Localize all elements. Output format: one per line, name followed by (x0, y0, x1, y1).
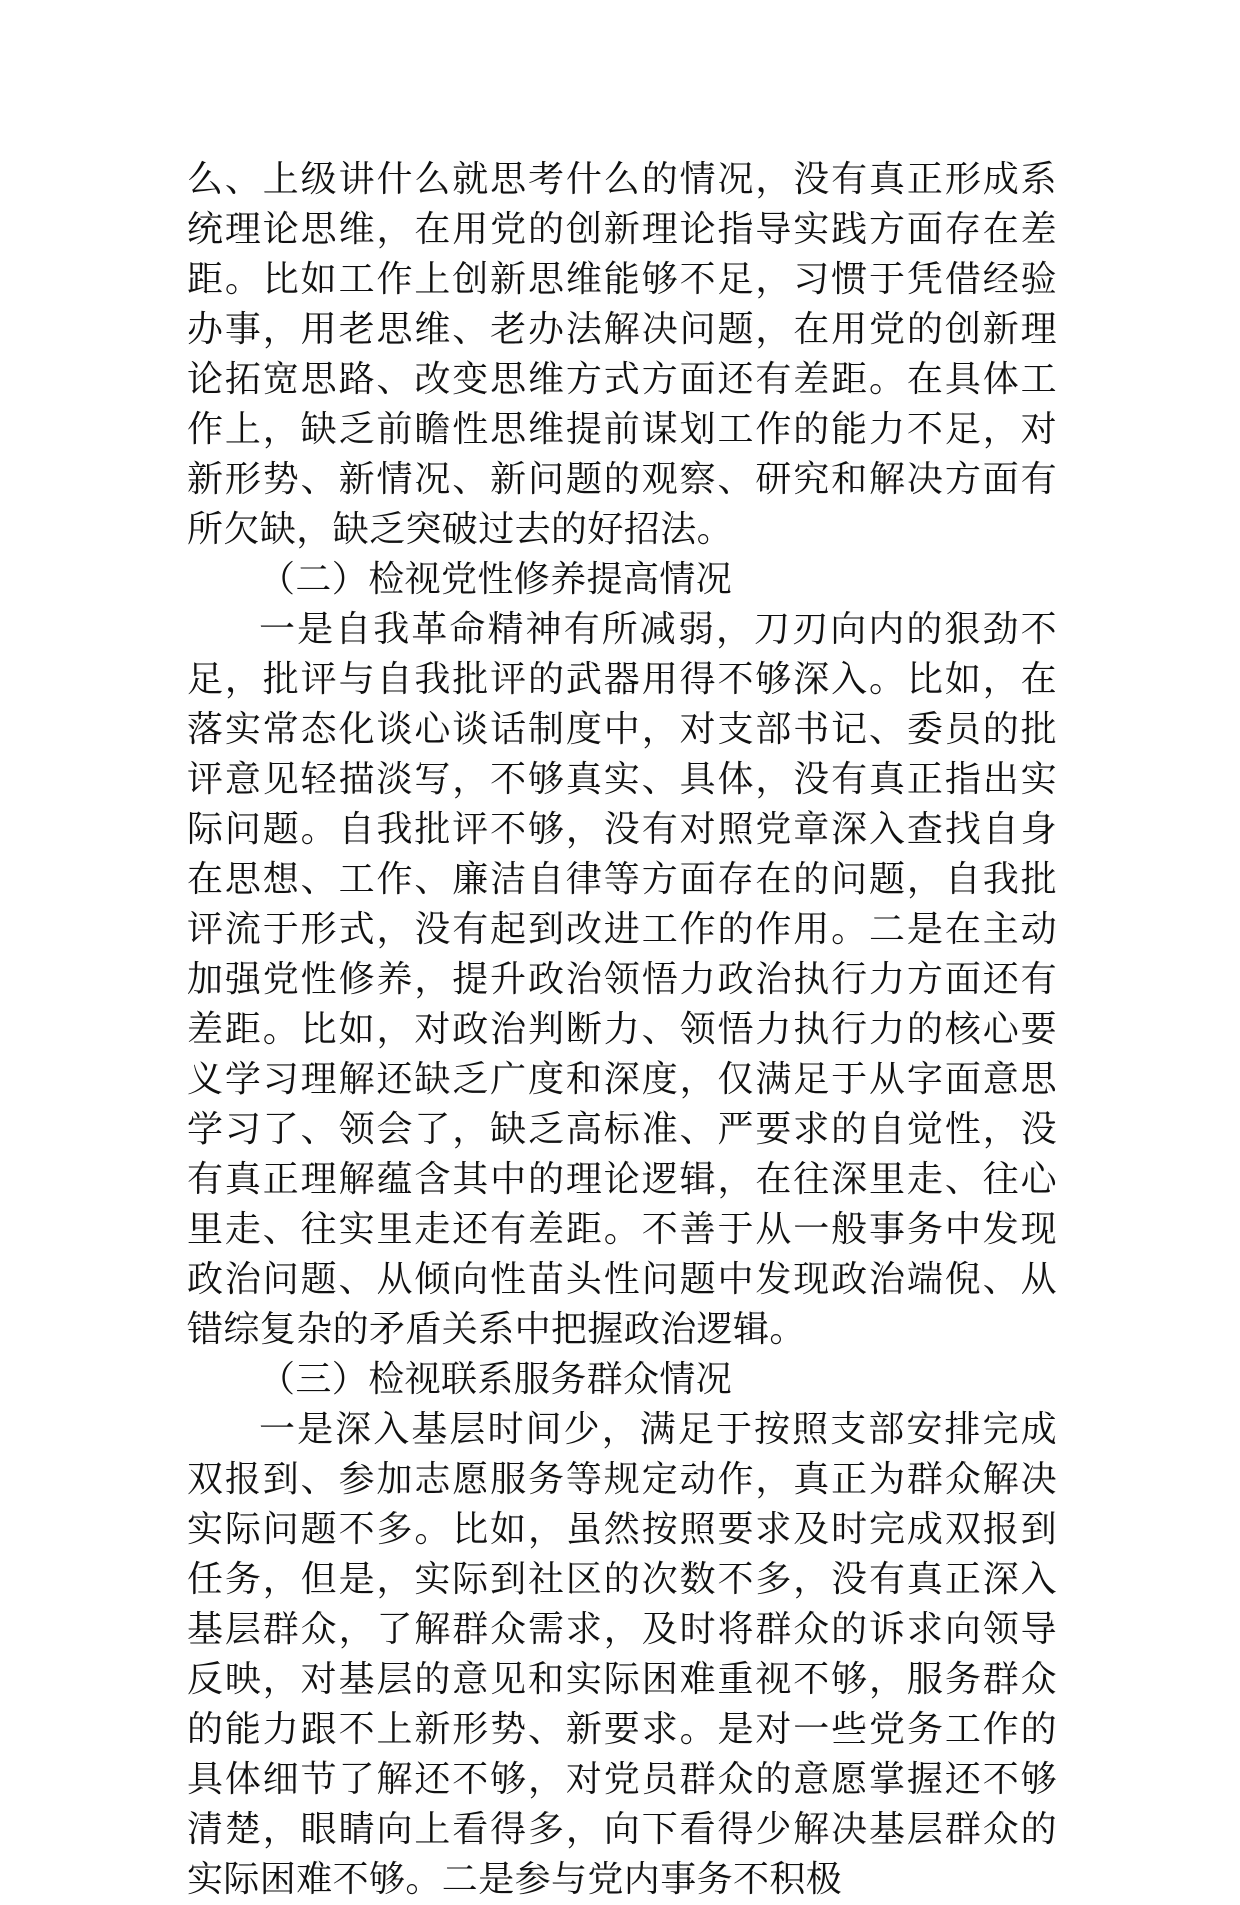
serving-masses-paragraph: 一是深入基层时间少，满足于按照支部安排完成双报到、参加志愿服务等规定动作，真正为群众解决实际问题不多。比如，虽然按照要求及时完成双报到任务，但是，实际到社区的次数不多，没有真正深入基层群众，了解群众需求，及时将群众的诉求向领导反映，对基层的意见和实际困难重视不够，服务群众的能力跟不上新形势、新要求。是对一些党务工作的具体细节了解还不够，对党员群众的意愿掌握还不够清楚，眼睛向上看得多，向下看得少解决基层群众的实际困难不够。二是参与党内事务不积极 (187, 1409, 1057, 1900)
continuation-paragraph: 么、上级讲什么就思考什么的情况，没有真正形成系统理论思维，在用党的创新理论指导实践方面存在差距。比如工作上创新思维能够不足，习惯于凭借经验办事，用老思维、老办法解决问题，在用党的创新理论拓宽思路、改变思维方式方面还有差距。在具体工作上，缺乏前瞻性思维提前谋划工作的能力不足，对新形势、新情况、新问题的观察、研究和解决方面有所欠缺，缺乏突破过去的好招法。 (187, 159, 1057, 550)
party-spirit-paragraph: 一是自我革命精神有所减弱，刀刃向内的狠劲不足，批评与自我批评的武器用得不够深入。比如，在落实常态化谈心谈话制度中，对支部书记、委员的批评意见轻描淡写，不够真实、具体，没有真正指出实际问题。自我批评不够，没有对照党章深入查找自身在思想、工作、廉洁自律等方面存在的问题，自我批评流于形式，没有起到改进工作的作用。二是在主动加强党性修养，提升政治领悟力政治执行力方面还有差距。比如，对政治判断力、领悟力执行力的核心要义学习理解还缺乏广度和深度，仅满足于从字面意思学习了、领会了，缺乏高标准、严要求的自觉性，没有真正理解蕴含其中的理论逻辑，在往深里走、往心里走、往实里走还有差距。不善于从一般事务中发现政治问题、从倾向性苗头性问题中发现政治端倪、从错综复杂的矛盾关系中把握政治逻辑。 (187, 609, 1057, 1350)
section-heading-party-spirit: （二）检视党性修养提高情况 (259, 559, 733, 600)
section-heading-serving-masses: （三）检视联系服务群众情况 (259, 1359, 733, 1400)
document-body (187, 155, 1057, 1905)
